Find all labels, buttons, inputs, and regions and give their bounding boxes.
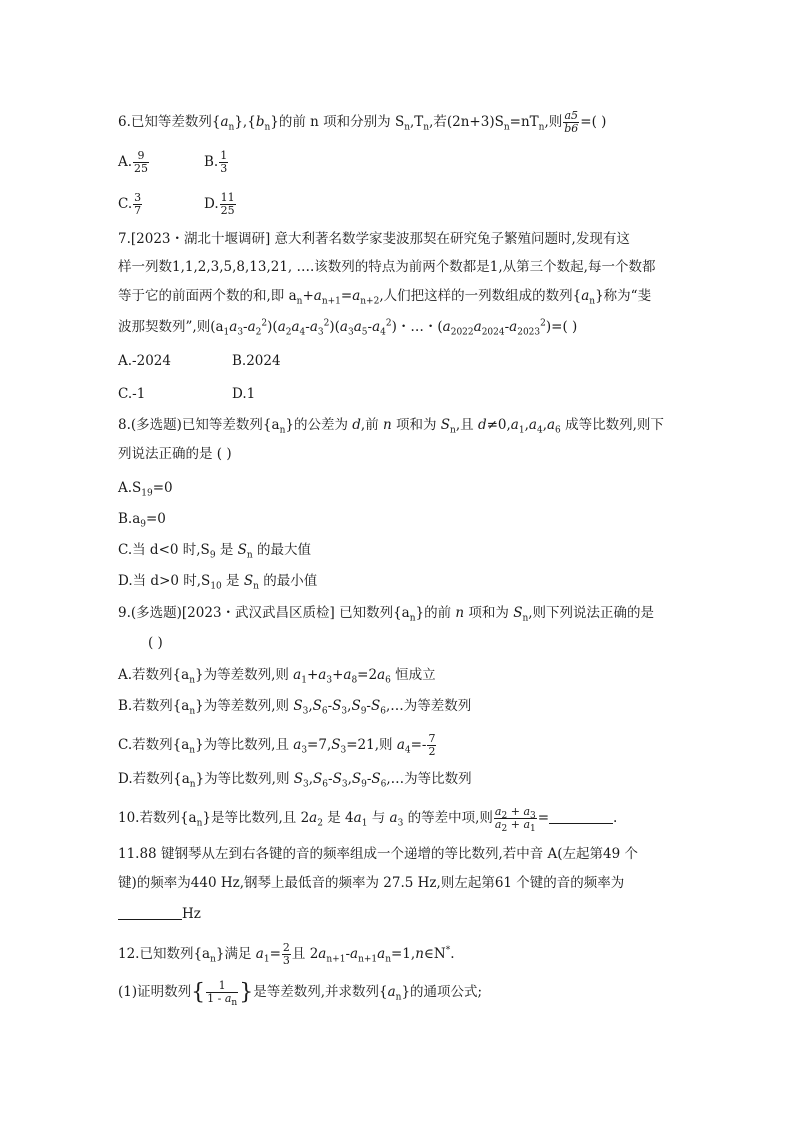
answer-blank [549, 809, 613, 824]
question-7-line-2: 样一列数1,1,2,3,5,8,13,21, ….该数列的特点为前两个数都是1,从第三个数起,每一个数都 [118, 259, 656, 275]
question-8-option-c: C.当 d<0 时$,S_9$ 是 $S_n$ 的最大值 [118, 542, 311, 561]
question-6-option-d: D. $\frac{11}{25}$ [204, 191, 235, 217]
answer-blank [118, 905, 182, 920]
question-11-line-3: Hz [118, 905, 201, 923]
ratio-fraction: $\frac{a5}{b6}$ [564, 109, 579, 135]
question-8-line-1: 8.(多选题)已知等差数列$\{a_n\}$的公差为 d,前 n 项和为 $S_n$,且 $d\ne 0,a_1,a_4,a_6$ 成等比数列,则下 [118, 417, 664, 436]
question-9-option-c: C.若数列$\{a_n\}$为等比数列,且 $a_3=7,S_3=21$,则 $a_4=-$ $\frac{7}{2}$ [118, 732, 436, 758]
question-7-option-b: B.2024 [232, 353, 281, 369]
question-7-line-4: 波那契数列”,则$(a_1a_3-a_2^2)(a_2a_4-a_3^2)(a_3a_5-a_4^2)$・…・$(a_{2022}a_{2024}-a_{2023}^2)=$( ) [118, 318, 578, 338]
question-6-option-a: A. $\frac{9}{25}$ [118, 149, 149, 175]
question-7-option-d: D.1 [232, 386, 256, 402]
question-11-line-1: 11.88 键钢琴从左到右各键的音的频率组成一个递增的等比数列,若中音 A(左起第49 个 [118, 846, 639, 862]
question-10: 10.若数列$\{a_n\}$是等比数列,且 $2a_2$ 是 $4a_1$ 与 $a_3$ 的等差中项,则 $\frac{a_2 + a_3}{a_2 + a_1}$ = . [118, 805, 618, 835]
question-9-option-b: B.若数列$\{a_n\}$为等差数列,则 $S_3,S_6-S_3,S_9-S_6,\dots$为等差数列 [118, 698, 472, 717]
question-9-line-1: 9.(多选题)[2023・武汉武昌区质检] 已知数列$\{a_n\}$的前 n 项和为 $S_n$,则下列说法正确的是 [118, 605, 655, 624]
question-7-option-a: A.-2024 [118, 353, 171, 369]
question-12-line-1: 12.已知数列$\{a_n\}$满足 $a_1=$ $\frac{2}{3}$ 且 $2a_{n+1}-a_{n+1}a_n=1,n\in N^*$. [118, 941, 455, 967]
question-6-option-b: B. $\frac{1}{3}$ [204, 149, 228, 175]
question-6-stem: 6.已知等差数列$\{a_n\},\{b_n\}$的前 n 项和分别为 $S_n,T_n$,若$(2n+3)S_n=nT_n$,则 $\frac{a5}{b6}$ =( ) [118, 109, 607, 135]
question-12-part-1: (1)证明数列{ $\frac{1}{1 - a_n}$ }是等差数列,并求数列$\{a_n\}$的通项公式; [118, 979, 483, 1009]
question-6-option-c: C. $\frac{3}{7}$ [118, 191, 142, 217]
question-7-line-1: 7.[2023・湖北十堰调研] 意大利著名数学家斐波那契在研究兔子繁殖问题时,发现有这 [118, 231, 630, 247]
question-9-line-2: ( ) [148, 635, 163, 651]
question-7-line-3: 等于它的前面两个数的和,即 $a_n+a_{n+1}=a_{n+2}$,人们把这样的一列数组成的数列$\{a_n\}$称为“斐 [118, 288, 652, 307]
question-9-option-a: A.若数列$\{a_n\}$为等差数列,则 $a_1+a_3+a_8=2a_6$ 恒成立 [118, 667, 436, 686]
question-8-option-a: $A.S_{19}=0$ [118, 480, 173, 499]
question-8-option-d: D.当 d>0 时$,S_{10}$ 是 $S_n$ 的最小值 [118, 573, 318, 592]
question-8-line-2: 列说法正确的是 ( ) [118, 446, 232, 462]
question-11-line-2: 键)的频率为440 Hz,钢琴上最低音的频率为 27.5 Hz,则左起第61 个键的音的频率为 [118, 875, 625, 891]
question-7-option-c: C.-1 [118, 386, 146, 402]
question-9-option-d: D.若数列$\{a_n\}$为等比数列,则 $S_3,S_6-S_3,S_9-S_6,\dots$为等比数列 [118, 771, 472, 790]
question-8-option-b: $B.a_9=0$ [118, 511, 166, 530]
